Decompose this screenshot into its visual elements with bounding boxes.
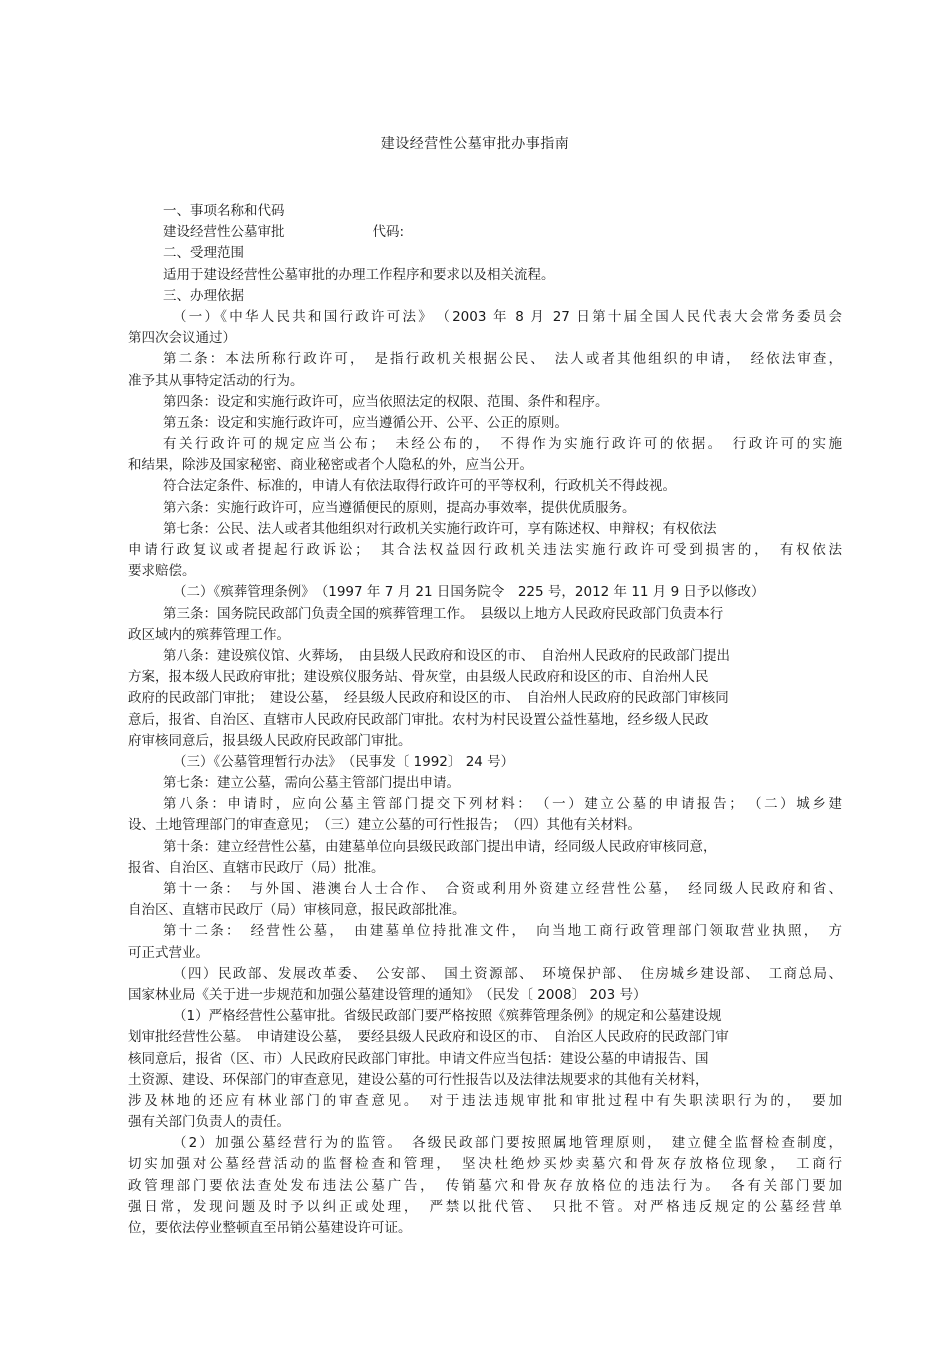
text-line: 第十条：建立经营性公墓，由建墓单位向县级民政部门提出申请，经同级人民政府审核同意， bbox=[163, 838, 717, 855]
text-line: 切实加强对公墓经营活动的监督检查和管理， 坚决杜绝炒买炒卖墓穴和骨灰存放格位现象， 工商行 bbox=[128, 1156, 842, 1173]
text-line: 政管理部门要依法查处发布违法公墓广告， 传销墓穴和骨灰存放格位的违法行为。 各有关部门要加 bbox=[128, 1177, 842, 1194]
text-line: 第四次会议通过） bbox=[128, 330, 236, 347]
text-line: 国家林业局《关于进一步规范和加强公墓建设管理的通知》 （民发〔 2008〕 203 号） bbox=[128, 986, 647, 1003]
text-line: 第七条：建立公墓，需向公墓主管部门提出申请。 bbox=[163, 775, 460, 792]
text-line: 位，要依法停业整顿直至吊销公墓建设许可证。 bbox=[128, 1220, 412, 1236]
text-line: 强日常，发现问题及时予以纠正或处理， 严禁以批代管、 只批不管。对严格违反规定的公墓经营单 bbox=[128, 1198, 842, 1215]
text-line: 划审批经营性公墓。 申请建设公墓， 要经县级人民政府和设区的市、 自治区人民政府的民政部门审 bbox=[128, 1029, 729, 1046]
text-line: 第四条：设定和实施行政许可，应当依照法定的权限、范围、条件和程序。 bbox=[163, 393, 609, 410]
document-body bbox=[128, 201, 842, 1239]
item-name: 建设经营性公墓审批 bbox=[163, 224, 285, 241]
text-line: （二）《殡葬管理条例》 （1997 年 7 月 21 日国务院令 225 号，2012 年 11 月 9 日予以修改） bbox=[173, 584, 765, 601]
item-name-line bbox=[128, 222, 842, 243]
text-line: （一）《中华人民共和国行政许可法》 （2003 年 8 月 27 日第十届全国人民代表大会常务委员会 bbox=[173, 308, 842, 325]
text-line: 府审核同意后，报县级人民政府民政部门审批。 bbox=[128, 732, 412, 749]
text-line: （1）严格经营性公墓审批。省级民政部门要严格按照《殡葬管理条例》的规定和公墓建设规 bbox=[173, 1008, 722, 1025]
text-line: 第十二条： 经营性公墓， 由建墓单位持批准文件， 向当地工商行政管理部门领取营业执照， 方 bbox=[163, 923, 842, 940]
text-line: 土资源、建设、环保部门的审查意见，建设公墓的可行性报告以及法律法规要求的其他有关材料， bbox=[128, 1071, 709, 1088]
text-line: 第八条：建设殡仪馆、火葬场， 由县级人民政府和设区的市、 自治州人民政府的民政部门提出 bbox=[163, 647, 730, 664]
text-line: 和结果，除涉及国家秘密、商业秘密或者个人隐私的外，应当公开。 bbox=[128, 457, 533, 474]
text-line: （三）《公墓管理暂行办法》 （民事发〔 1992〕 24 号） bbox=[173, 753, 515, 770]
text-line: 方案，报本级人民政府审批；建设殡仪服务站、骨灰堂，由县级人民政府和设区的市、自治州人民 bbox=[128, 669, 709, 686]
text-line: 有关行政许可的规定应当公布； 未经公布的， 不得作为实施行政许可的依据。 行政许可的实施 bbox=[163, 436, 842, 453]
text-line: 三、办理依据 bbox=[163, 287, 244, 304]
text-line: （2）加强公墓经营行为的监管。 各级民政部门要按照属地管理原则， 建立健全监督检查制度， bbox=[173, 1135, 842, 1152]
text-line: 符合法定条件、标准的，申请人有依法取得行政许可的平等权利，行政机关不得歧视。 bbox=[163, 478, 676, 495]
text-line: 适用于建设经营性公墓审批的办理工作程序和要求以及相关流程。 bbox=[163, 266, 555, 283]
text-line: 申请行政复议或者提起行政诉讼； 其合法权益因行政机关违法实施行政许可受到损害的， 有权依法 bbox=[128, 542, 842, 558]
document-title: 建设经营性公墓审批办事指南 bbox=[380, 136, 570, 152]
text-line: 强有关部门负责人的责任。 bbox=[128, 1114, 290, 1131]
text-line: 涉及林地的还应有林业部门的审查意见。 对于违法违规审批和审批过程中有失职渎职行为的， 要加 bbox=[128, 1092, 842, 1109]
text-line: 政区域内的殡葬管理工作。 bbox=[128, 626, 290, 643]
text-line: 第八条：申请时，应向公墓主管部门提交下列材料： （一）建立公墓的申请报告； （二）城乡建 bbox=[163, 796, 842, 813]
text-line: 第十一条： 与外国、港澳台人士合作、 合资或利用外资建立经营性公墓， 经同级人民政府和省、 bbox=[163, 881, 842, 897]
text-line: 要求赔偿。 bbox=[128, 563, 196, 580]
text-line: 第七条：公民、法人或者其他组织对行政机关实施行政许可，享有陈述权、申辩权；有权依法 bbox=[163, 520, 717, 537]
text-line: 政府的民政部门审批； 建设公墓， 经县级人民政府和设区的市、 自治州人民政府的民政部门审核同 bbox=[128, 690, 729, 707]
text-line: 第五条：设定和实施行政许可，应当遵循公开、公平、公正的原则。 bbox=[163, 414, 568, 431]
text-line: （四）民政部、发展改革委、 公安部、 国土资源部、 环境保护部、 住房城乡建设部、 工商总局、 bbox=[173, 965, 842, 982]
text-line: 准予其从事特定活动的行为。 bbox=[128, 372, 304, 389]
text-line: 可正式营业。 bbox=[128, 944, 209, 961]
code-label: 代码: bbox=[372, 224, 405, 241]
text-line: 第六条：实施行政许可，应当遵循便民的原则，提高办事效率，提供优质服务。 bbox=[163, 499, 636, 516]
text-line: 设、土地管理部门的审查意见； （三）建立公墓的可行性报告； （四）其他有关材料。 bbox=[128, 817, 641, 834]
text-line: 报省、自治区、直辖市民政厅（局）批准。 bbox=[128, 859, 385, 876]
text-line: 二、受理范围 bbox=[163, 245, 244, 262]
text-line: 核同意后，报省（区、市）人民政府民政部门审批。申请文件应当包括：建设公墓的申请报告、国 bbox=[128, 1050, 709, 1067]
text-line: 意后，报省、自治区、直辖市人民政府民政部门审批。农村为村民设置公益性墓地，经乡级人民政 bbox=[128, 711, 709, 728]
text-line: 第二条：本法所称行政许可， 是指行政机关根据公民、 法人或者其他组织的申请， 经依法审查， bbox=[163, 351, 842, 368]
text-line: 第三条：国务院民政部门负责全国的殡葬管理工作。 县级以上地方人民政府民政部门负责本行 bbox=[163, 605, 724, 622]
text-line: 自治区、直辖市民政厅（局）审核同意，报民政部批准。 bbox=[128, 902, 466, 919]
text-line: 一、事项名称和代码 bbox=[163, 203, 285, 219]
